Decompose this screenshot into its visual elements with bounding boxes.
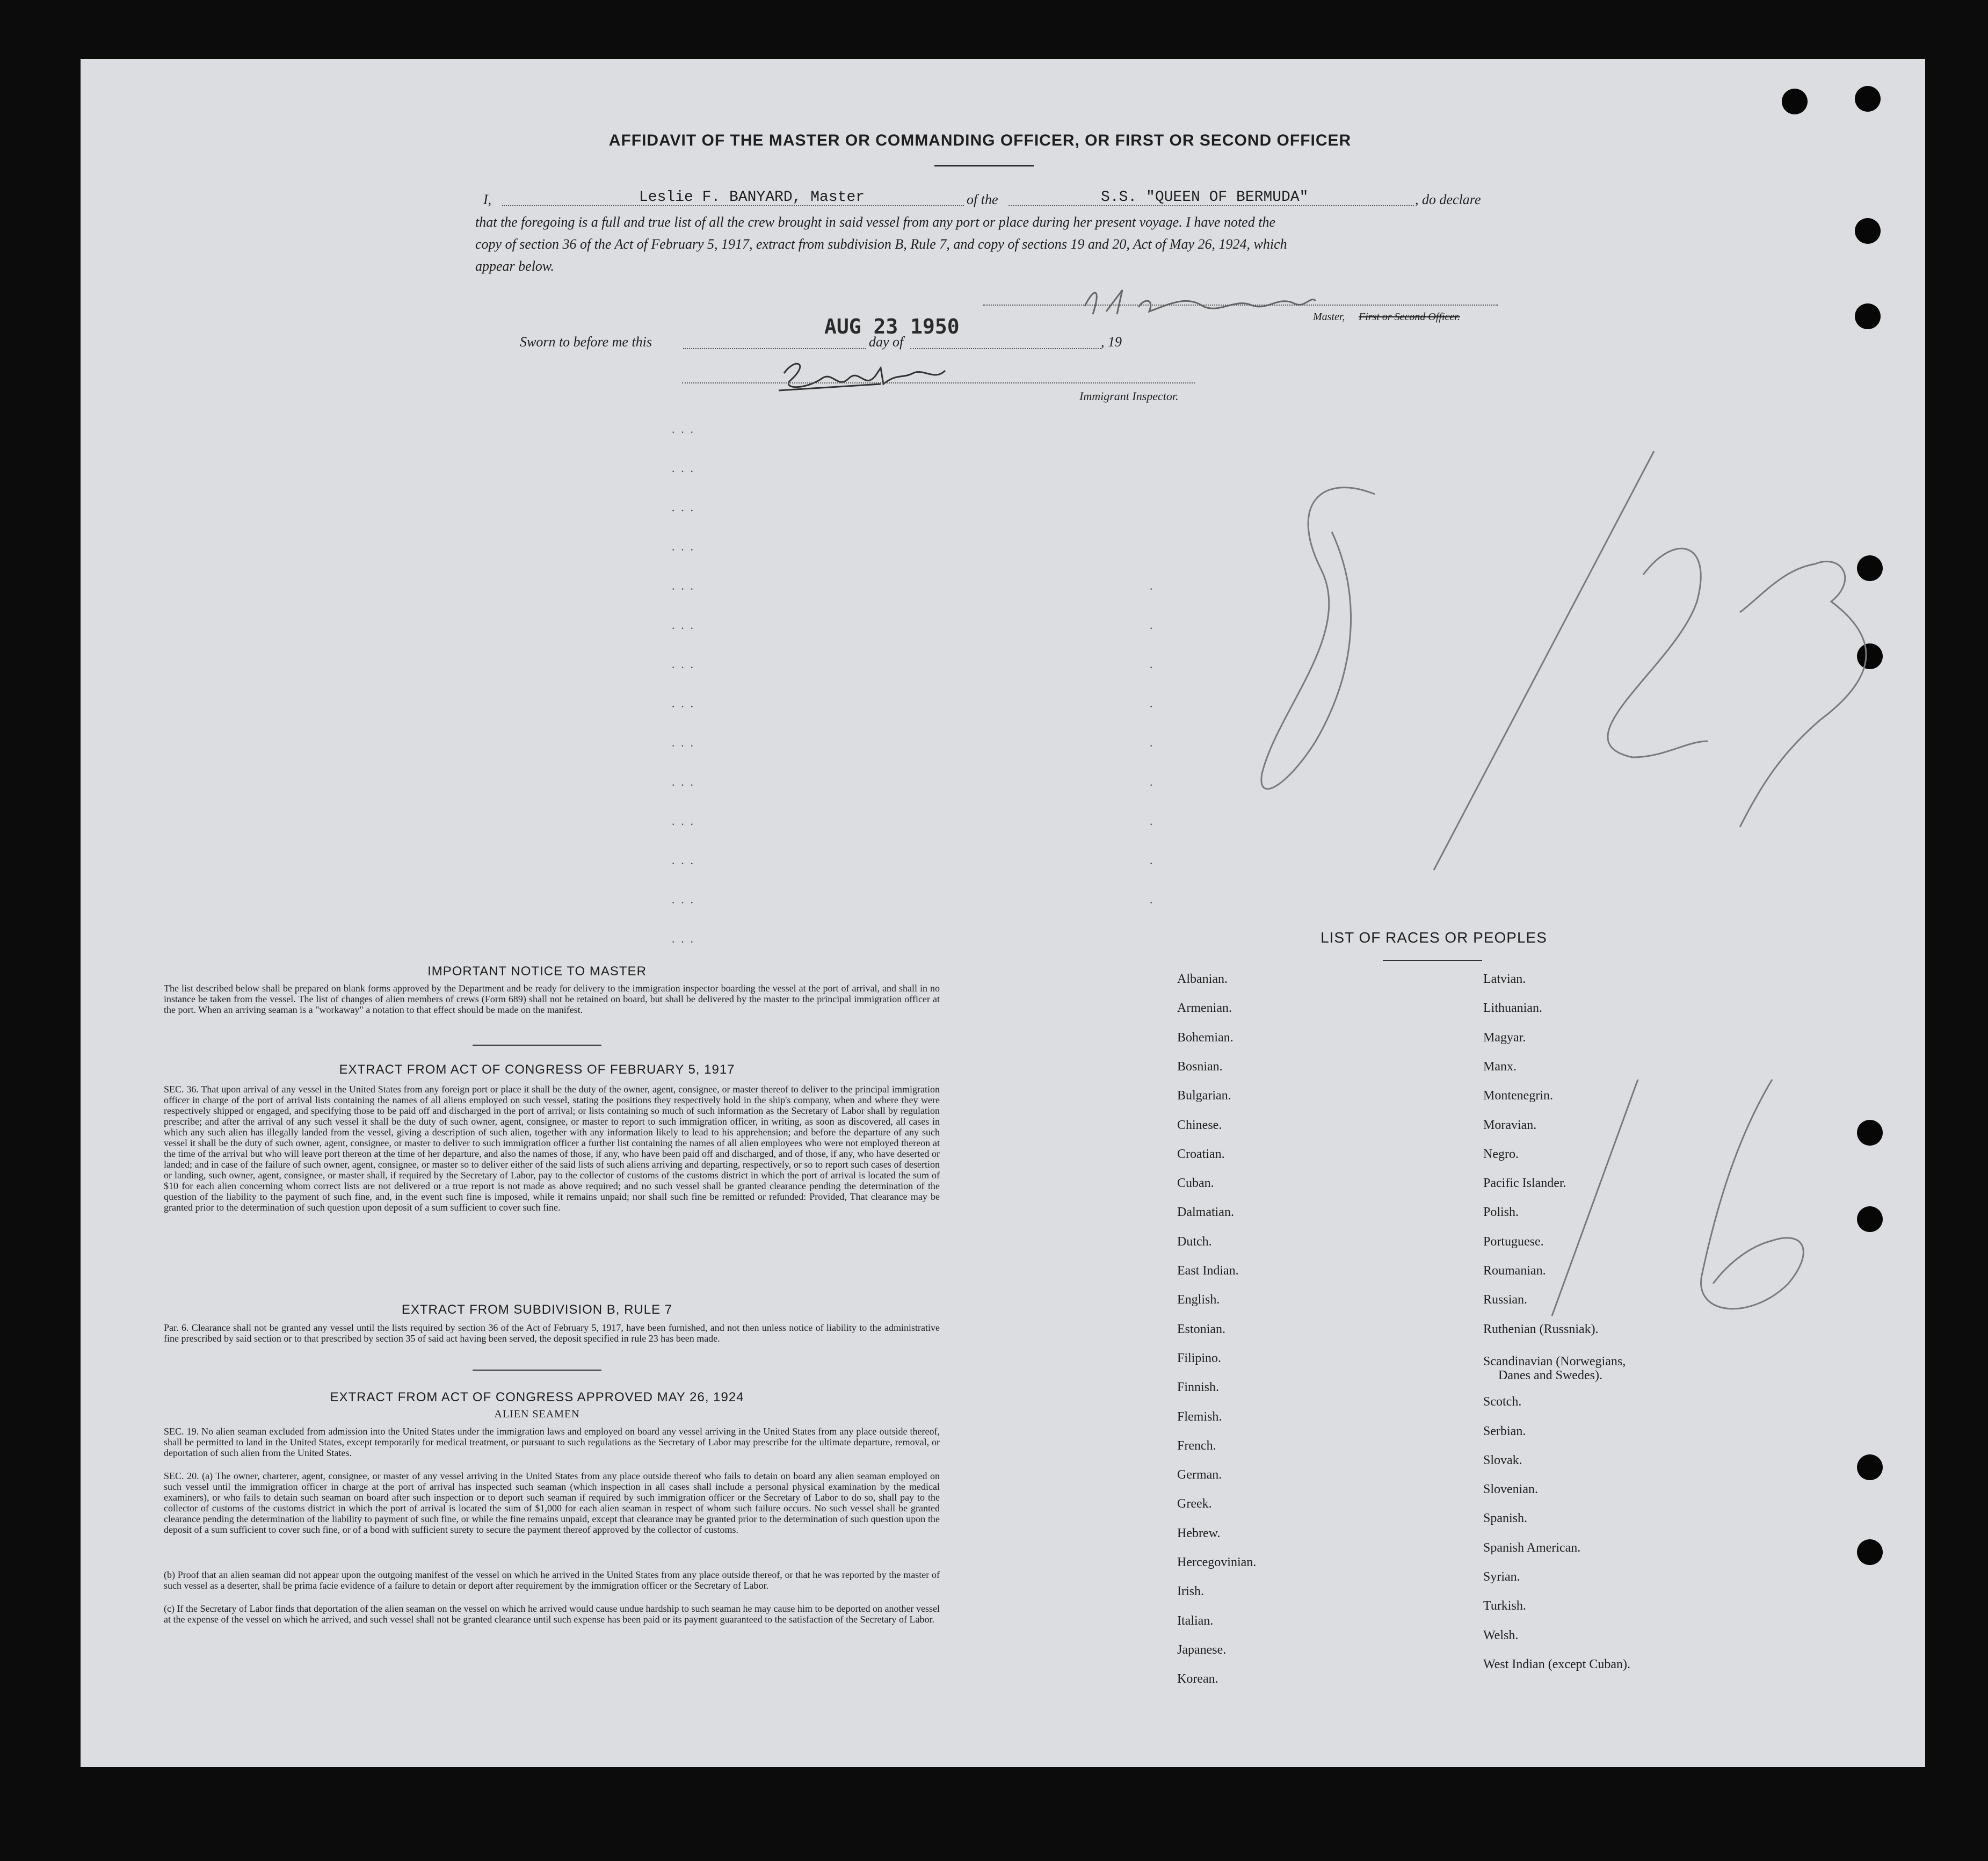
- races-title: LIST OF RACES OR PEOPLES: [1321, 929, 1547, 946]
- race-item: Magyar.: [1483, 1030, 1526, 1045]
- race-item: English.: [1177, 1293, 1220, 1307]
- punch-hole: [1857, 1539, 1883, 1565]
- rule7-body: Par. 6. Clearance shall not be granted any vessel until the lists required by section 36 of the Act of February 5, 1917, have been furnished, and not then unless notice of liability to the administrative fine prescribed by said section or to that prescribed by section 35 of said act having been served, the deposit specified in rule 23 has been made.: [164, 1322, 940, 1344]
- race-item: Japanese.: [1177, 1642, 1227, 1657]
- of-the-label: of the: [967, 192, 998, 207]
- sec20b-body: (b) Proof that an alien seaman did not appear upon the outgoing manifest of the vessel on which he arrived in the United States from any place outside thereof, or that he was reported by the master of such vessel as a deserter, shall be prima facie evidence of a failure to detain or deport after requirement by the immigration officer or the Secretary of Labor.: [164, 1569, 940, 1591]
- punch-hole: [1857, 1454, 1883, 1480]
- i-label: I,: [483, 192, 492, 207]
- punch-hole: [1857, 1206, 1883, 1232]
- race-item: Latvian.: [1483, 972, 1526, 986]
- handwritten-number: [1246, 440, 1890, 897]
- race-item: German.: [1177, 1468, 1222, 1482]
- punch-hole: [1855, 86, 1881, 112]
- race-item: Montenegrin.: [1483, 1089, 1553, 1103]
- race-item: Korean.: [1177, 1672, 1218, 1686]
- race-item: Negro.: [1483, 1147, 1519, 1161]
- do-declare-label: , do declare: [1415, 192, 1481, 207]
- race-item: Estonian.: [1177, 1322, 1225, 1336]
- punch-hole: [1855, 303, 1881, 329]
- race-item: Roumanian.: [1483, 1264, 1546, 1278]
- race-item: Filipino.: [1177, 1351, 1222, 1365]
- master-name-value: Leslie F. BANYARD, Master: [639, 189, 865, 206]
- extract-1917-body: SEC. 36. That upon arrival of any vessel in the United States from any foreign port or place it shall be the duty of the owner, agent, consignee, or master thereof to deliver to the principal immigration officer in charge of the port of arrival lists containing the names of all aliens employed on such vessel, stating the positions they respectively hold in the ship's company, when and where they were respectively shipped or engaged, and specifying those to be paid off and discharged in the port of arrival; or lists containing so much of such information as the Secretary of Labor shall by regulation prescribe; and after the arrival of any such vessel it shall be the duty of such owner, agent, consignee, or master to report to such immigration officer, in writing, as soon as discovered, all cases in which any such alien has illegally landed from the vessel, giving a description of such alien, together with any information likely to lead to his apprehension; and before the departure of any such vessel it shall be the duty of such owner, agent, consignee, or master to deliver to such immigration officer a further list containing the names of all alien employees who were not employed thereon at the time of the arrival but who will leave port thereon at the time of her departure, and also the names of those, if any, who have been paid off and discharged, and of those, if any, who have deserted or landed; and in case of the failure of such owner, agent, consignee, or master so to deliver either of the said lists of such aliens arriving and departing, respectively, or so to report such cases of desertion or landing, such owner, agent, consignee, or master shall, if required by the Secretary of Labor, pay to the collector of customs of the customs district in which the port of arrival is located the sum of $10 for each alien concerning whom correct lists are not delivered or a true report is not made as above required; and no such vessel shall be granted clearance pending the determination of the question of the liability to the payment of such fine, and, in the event such fine is imposed, while it remains unpaid; nor shall such fine be remitted or refunded: Provided, That clearance may be granted prior to the determination of such question upon deposit of a sum sufficient to cover such fine.: [164, 1084, 940, 1213]
- extract-1917-title: EXTRACT FROM ACT OF CONGRESS OF FEBRUARY 5, 1917: [339, 1062, 735, 1077]
- race-item: Bohemian.: [1177, 1030, 1234, 1045]
- rule7-title: EXTRACT FROM SUBDIVISION B, RULE 7: [401, 1302, 673, 1317]
- race-item: Scandinavian (Norwegians,: [1483, 1354, 1626, 1368]
- race-item: Cuban.: [1177, 1176, 1214, 1191]
- dot-column: ··· ··· ··· ··· ··· ··· ··· ··· ··· ··· ··· ··· ··· ···: [671, 425, 699, 948]
- affidavit-line-3: copy of section 36 of the Act of February 5, 1917, extract from subdivision B, Rule 7, and copy of sections 19 and 20, Act of May 26, 1924, which: [475, 236, 1287, 252]
- race-item: Manx.: [1483, 1059, 1517, 1074]
- affidavit-line-4: appear below.: [475, 258, 554, 274]
- sworn-day-line: [683, 348, 866, 349]
- affidavit-line-2: that the foregoing is a full and true list of all the crew brought in said vessel from any port or place during her present voyage. I have noted the: [475, 214, 1275, 230]
- race-item: Bosnian.: [1177, 1059, 1223, 1074]
- extract-1924-subtitle: ALIEN SEAMEN: [494, 1408, 580, 1420]
- race-item: Bulgarian.: [1177, 1089, 1231, 1103]
- dot-column: · · · · · · · · ·: [1149, 582, 1159, 909]
- race-item: Hercegovinian.: [1177, 1555, 1257, 1569]
- sec19-body: SEC. 19. No alien seaman excluded from admission into the United States under the immigration laws and employed on board any vessel arriving in the United States from any place outside thereof, shall be permitted to land in the United States, except temporarily for medical treatment, or pursuant to such regulations as the Secretary of Labor may prescribe for the ultimate departure, removal, or deportation of such alien from the United States.: [164, 1426, 940, 1458]
- race-item: Albanian.: [1177, 972, 1228, 986]
- race-item: Dalmatian.: [1177, 1205, 1234, 1220]
- race-item: Serbian.: [1483, 1424, 1526, 1438]
- inspector-caption: Immigrant Inspector.: [1079, 389, 1179, 403]
- race-item: Polish.: [1483, 1205, 1519, 1220]
- race-item: Irish.: [1177, 1584, 1204, 1599]
- handwritten-number: [1471, 1069, 1847, 1337]
- vessel-value: S.S. "QUEEN OF BERMUDA": [1101, 189, 1309, 206]
- race-item: French.: [1177, 1438, 1216, 1453]
- inspector-line: [682, 382, 1195, 383]
- date-stamp: AUG 23 1950: [824, 315, 960, 338]
- master-caption-struck: First or Second Officer.: [1359, 311, 1460, 323]
- race-item: Pacific Islander.: [1483, 1176, 1566, 1191]
- sec20a-body: SEC. 20. (a) The owner, charterer, agent, consignee, or master of any vessel arriving in the United States from any place outside thereof who fails to detain on board any alien seaman employed on such vessel until the immigration officer in charge at the port of arrival has inspected such seaman (which inspection in all cases shall include a personal physical examination by the medical examiners), or who fails to detain such seaman on board after such inspection or to deport such seaman if required by such immigration officer or the Secretary of Labor to do so, shall pay to the collector of customs of the customs district in which the port of arrival is located the sum of $1,000 for each alien seaman in respect of whom such failure occurs. No such vessel shall be granted clearance pending the determination of the liability to payment of such fine, or while the fine remains unpaid, except that clearance may be granted prior to the determination of such question upon the deposit of a sum sufficient to cover such fine, or of a bond with sufficient surety to secure the payment thereof approved by the collector of customs.: [164, 1471, 940, 1535]
- inspector-signature: [773, 352, 967, 405]
- punch-hole: [1782, 89, 1808, 114]
- race-item: Ruthenian (Russniak).: [1483, 1322, 1599, 1336]
- divider: [473, 1370, 601, 1371]
- race-item: Portuguese.: [1483, 1234, 1544, 1249]
- race-item: Welsh.: [1483, 1628, 1519, 1642]
- race-item: Spanish American.: [1483, 1540, 1581, 1555]
- race-item: Syrian.: [1483, 1570, 1520, 1584]
- race-item: Lithuanian.: [1483, 1001, 1542, 1016]
- sworn-month-line: [910, 348, 1101, 349]
- punch-hole: [1855, 218, 1881, 244]
- master-caption: Master,: [1313, 311, 1345, 323]
- race-item: Slovak.: [1483, 1453, 1522, 1467]
- affidavit-title: AFFIDAVIT OF THE MASTER OR COMMANDING OFFICER, OR FIRST OR SECOND OFFICER: [608, 132, 1352, 149]
- race-item: East Indian.: [1177, 1264, 1239, 1278]
- signature-line: [983, 305, 1498, 306]
- sec20c-body: (c) If the Secretary of Labor finds that deportation of the alien seaman on the vessel on which he arrived would cause undue hardship to such seaman he may cause him to be deported on another vessel at the expense of the vessel on which he arrived, and such vessel shall not be granted clearance until such expense has been paid or its payment guaranteed to the satisfaction of the Secretary of Labor.: [164, 1603, 940, 1625]
- sworn-label: Sworn to before me this: [520, 334, 652, 350]
- race-item: Slovenian.: [1483, 1482, 1538, 1497]
- race-item: Dutch.: [1177, 1234, 1212, 1249]
- race-item: Greek.: [1177, 1497, 1212, 1511]
- race-item: Danes and Swedes).: [1498, 1368, 1602, 1382]
- race-item: Croatian.: [1177, 1147, 1225, 1161]
- day-of-label: day of: [869, 334, 904, 350]
- race-item: Russian.: [1483, 1293, 1528, 1307]
- master-signature: [1063, 274, 1332, 333]
- divider: [1383, 960, 1482, 961]
- race-item: Armenian.: [1177, 1001, 1232, 1016]
- race-item: Flemish.: [1177, 1409, 1222, 1424]
- notice-body: The list described below shall be prepared on blank forms approved by the Department and be ready for delivery to the immigration inspector boarding the vessel at the port of arrival, and shall in no instance be taken from the vessel. The list of changes of alien members of crews (Form 689) shall not be retained on board, but shall be delivered by the master to the principal immigration officer at the port. When an arriving seaman is a "workaway" a notation to that effect should be made on the manifest.: [164, 983, 940, 1015]
- divider: [473, 1045, 601, 1046]
- race-item: Scotch.: [1483, 1395, 1522, 1409]
- race-item: Moravian.: [1483, 1118, 1537, 1132]
- race-item: Spanish.: [1483, 1511, 1528, 1526]
- race-item: Finnish.: [1177, 1380, 1220, 1395]
- divider: [934, 165, 1034, 166]
- race-item: Italian.: [1177, 1613, 1214, 1628]
- race-item: Hebrew.: [1177, 1526, 1221, 1540]
- notice-title: IMPORTANT NOTICE TO MASTER: [427, 964, 647, 979]
- punch-hole: [1857, 1120, 1883, 1146]
- race-item: Chinese.: [1177, 1118, 1222, 1132]
- race-item: West Indian (except Cuban).: [1483, 1657, 1630, 1671]
- year-prefix: , 19: [1101, 334, 1122, 350]
- race-item: Turkish.: [1483, 1599, 1526, 1613]
- extract-1924-title: EXTRACT FROM ACT OF CONGRESS APPROVED MAY 26, 1924: [330, 1390, 744, 1404]
